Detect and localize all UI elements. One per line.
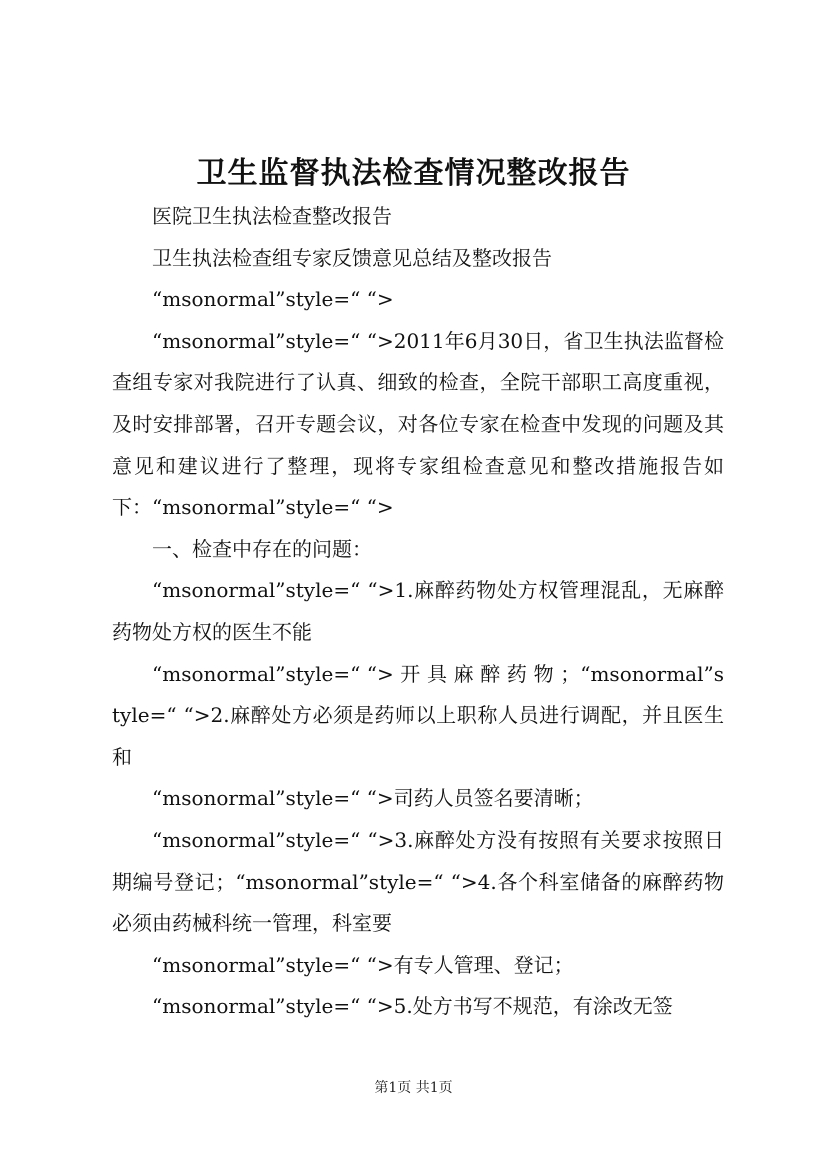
paragraph: “msonormal”style=“ “>2011年6月30日，省卫生执法监督检查组专家对我院进行了认真、细致的检查，全院干部职工高度重视，及时安排部署，召开专题会议，对各位专家在检查中发现的问题及其意见和建议进行了整理，现将专家组检查意见和整改措施报告如下：“msonormal”style=“ “>	[112, 328, 724, 520]
page-number-footer: 第1页 共1页	[374, 1080, 453, 1096]
paragraph: “msonormal”style=“ “>有专人管理、登记；	[152, 952, 574, 977]
paragraph: “msonormal”style=“ “>1.麻醉药物处方权管理混乱，无麻醉药物处方权的医生不能	[112, 578, 724, 644]
section-heading: 一、检查中存在的问题：	[152, 536, 372, 561]
paragraph: “msonormal”style=“ “> 开 具 麻 醉 药 物 ；“msonormal”style=“ “>2.麻醉处方必须是药师以上职称人员进行调配，并且医生和	[112, 661, 724, 769]
paragraph: “msonormal”style=“ “>	[152, 287, 394, 312]
paragraph: “msonormal”style=“ “>3.麻醉处方没有按照有关要求按照日期编号登记；“msonormal”style=“ “>4.各个科室储备的麻醉药物必须由药械科统一管理，科室要	[112, 827, 724, 936]
paragraph: 卫生执法检查组专家反馈意见总结及整改报告	[152, 245, 552, 270]
paragraph: 医院卫生执法检查整改报告	[152, 204, 392, 228]
paragraph: “msonormal”style=“ “>5.处方书写不规范，有涂改无签	[152, 994, 673, 1019]
paragraph: “msonormal”style=“ “>司药人员签名要清晰；	[152, 786, 594, 811]
document-body	[112, 196, 724, 1028]
document-title: 卫生监督执法检查情况整改报告	[196, 156, 631, 191]
